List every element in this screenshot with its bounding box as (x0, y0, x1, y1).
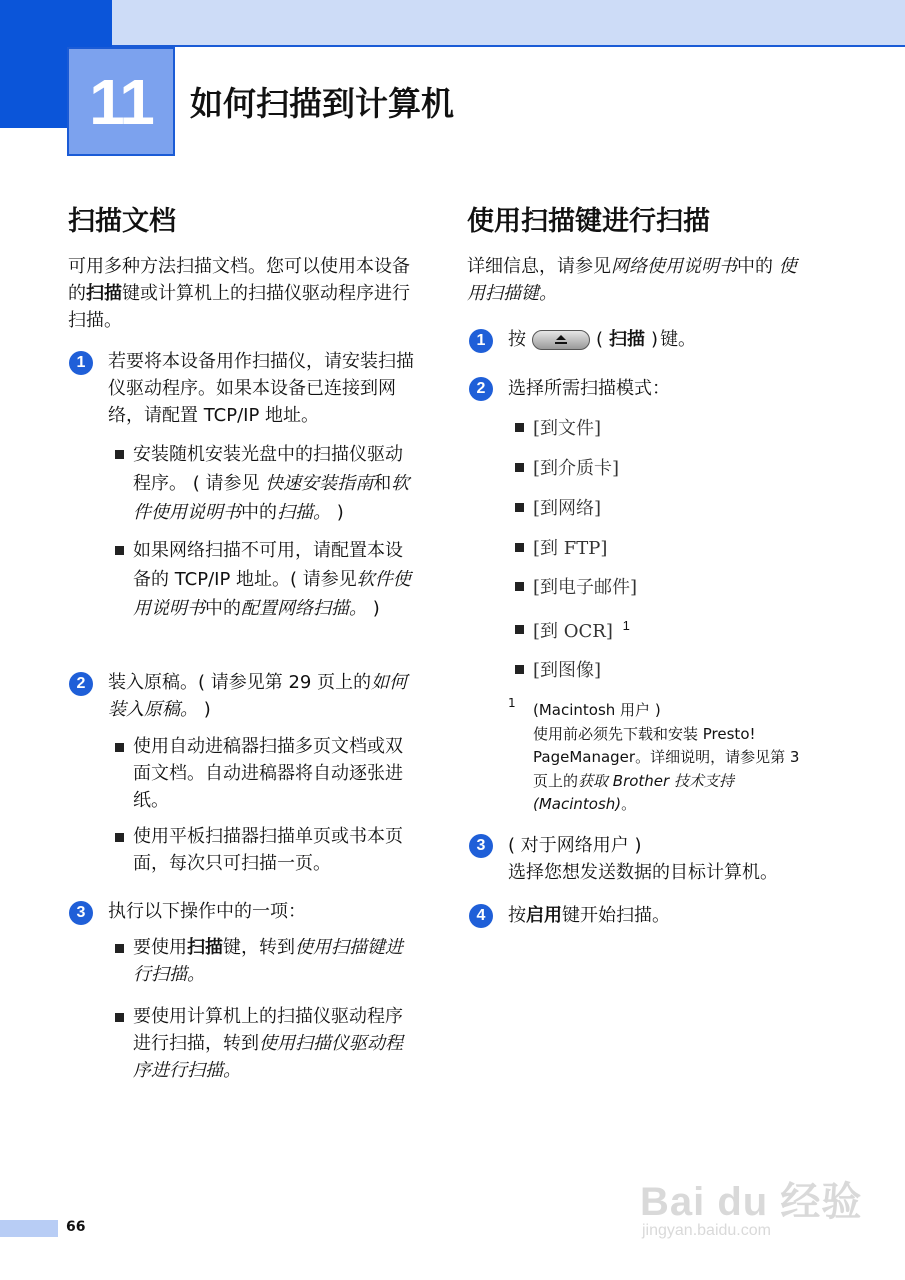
scan-key-icon (552, 334, 570, 346)
step-4-prefix: 按 (508, 905, 526, 926)
bullet-icon (515, 423, 524, 432)
section-title-scan-document: 扫描文档 (68, 206, 176, 237)
text-run: 使用自动进稿器扫描多页文档或双面文档。自动进稿器将自动逐张进纸。 (133, 736, 403, 811)
bullet-icon (115, 1013, 124, 1022)
text-run: 装入原稿。( 请参见第 29 页上的 (108, 672, 372, 693)
mode-to-image: [到图像] (533, 660, 602, 681)
mode-to-email: [到电子邮件] (533, 577, 638, 598)
page-number: 66 (66, 1219, 86, 1235)
right-step-1 (508, 326, 696, 353)
text-run: 中的 (241, 502, 277, 523)
watermark (640, 1170, 863, 1250)
text-run: 如果网络扫描不可用，请配置本设备的 TCP/IP 地址。( 请参见 (133, 540, 403, 590)
paren-close: ) (651, 329, 659, 350)
bullet-icon (515, 543, 524, 552)
bullet-icon (115, 833, 124, 842)
step-3-text (108, 898, 418, 925)
bullet-icon (515, 625, 524, 634)
text-run: 软件使用说明书 (133, 473, 410, 523)
text-run: 驱动程序进行扫描。 (68, 283, 410, 331)
start-key-label: 启用 (526, 905, 562, 926)
text-run: ) (198, 699, 211, 720)
text-run: 使用平板扫描器扫描单页或书本页面，每次只可扫描一页。 (133, 826, 403, 874)
bullet-icon (515, 463, 524, 472)
scan-key-button[interactable] (532, 330, 590, 350)
footer-bar (0, 1220, 58, 1237)
mode-to-ocr-label: [到 OCR] (533, 621, 613, 642)
mode-to-file: [到文件] (533, 418, 602, 439)
step-number-1: 1 (469, 329, 493, 353)
text-run: 快速安装指南 (265, 473, 374, 494)
watermark-logo: Bai du 经验 (640, 1180, 863, 1224)
right-step-3-line-2: 选择您想发送数据的目标计算机。 (508, 862, 778, 883)
text-run: 。 (621, 795, 637, 813)
footnote-body (533, 723, 808, 817)
text-run: 中的 (737, 256, 779, 277)
bullet-icon (515, 503, 524, 512)
bullet-icon (515, 665, 524, 674)
step-2-text (108, 669, 423, 723)
text-run: 如何装入原稿。 (108, 672, 408, 720)
text-run: 若要将本设备用作扫描仪，请安装扫描仪驱动程序。如果本设备已连接到网络，请配置 TCP/IP 地址。 (108, 351, 414, 426)
chapter-title: 如何扫描到计算机 (190, 84, 454, 123)
text-run: 软件使用说明书 (133, 569, 411, 619)
text-run: 安装随机安装光盘中的扫描仪驱动程序。 ( 请参见 (133, 444, 403, 494)
text-run: 网络使用说明书 (611, 256, 737, 277)
left-intro (68, 253, 413, 334)
right-step-3 (508, 832, 818, 886)
watermark-url: jingyan.baidu.com (642, 1222, 771, 1239)
text-run: 中的 (205, 598, 241, 619)
press-label: 按 (508, 329, 526, 350)
step-2-bullet-2 (133, 823, 413, 877)
text-run: ) (331, 502, 344, 523)
step-number-3: 3 (469, 834, 493, 858)
text-run: 要使用计算机上的扫描仪驱动程序进行扫描，转到 (133, 1006, 403, 1054)
step-number-3: 3 (69, 901, 93, 925)
text-run: 配置网络扫描。 (241, 598, 367, 619)
text-run: 可用多种方法扫描文档。您可以使用 (68, 256, 356, 277)
key-suffix: 键。 (660, 329, 697, 350)
text-run: 本设备的 (68, 256, 410, 304)
text-run: 详细信息，请参见 (467, 256, 611, 277)
mode-to-network: [到网络] (533, 498, 602, 519)
bullet-icon (115, 944, 124, 953)
bullet-icon (115, 450, 124, 459)
step-3-bullet-2 (133, 1003, 413, 1084)
text-run: 键或计算机上的扫描仪 (122, 283, 302, 304)
text-run: 扫描 (187, 937, 223, 958)
footnote-label: 1 (508, 696, 516, 710)
right-step-3-line-1: ( 对于网络用户 ) (508, 835, 642, 856)
text-run: ) (367, 598, 380, 619)
mode-to-ocr (533, 617, 630, 643)
chapter-number: 11 (67, 47, 175, 156)
footnote (533, 699, 808, 817)
bullet-icon (115, 743, 124, 752)
step-number-1: 1 (69, 351, 93, 375)
mode-to-ftp: [到 FTP] (533, 538, 608, 559)
footnote-title: (Macintosh 用户 ) (533, 701, 661, 719)
right-intro (467, 253, 812, 307)
step-number-4: 4 (469, 904, 493, 928)
section-title-scan-key: 使用扫描键进行扫描 (467, 206, 710, 237)
bullet-icon (515, 582, 524, 591)
step-3-bullet-1 (133, 934, 413, 988)
step-1-bullet-2 (133, 536, 415, 623)
text-run: 扫描 (86, 283, 122, 304)
right-step-4 (508, 902, 670, 929)
step-number-2: 2 (69, 672, 93, 696)
step-2-bullet-1 (133, 733, 413, 814)
text-run: 使用前必须先下载和安装 Presto! PageManager。详细说明，请参见第 3 页上的 (533, 724, 800, 790)
step-4-suffix: 键开始扫描。 (562, 905, 670, 926)
text-run: 和 (373, 473, 392, 494)
scan-key-label: 扫描 (609, 329, 646, 350)
footnote-marker: 1 (622, 618, 630, 633)
text-run: 执行以下操作中的一项： (108, 901, 306, 922)
text-run: 使用扫描键进行扫描。 (133, 937, 403, 985)
text-run: 扫描。 (277, 502, 331, 523)
step-number-2: 2 (469, 377, 493, 401)
text-run: 键，转到 (223, 937, 295, 958)
text-run: 使用扫描键。 (467, 256, 797, 304)
step-1-bullet-1 (133, 440, 413, 527)
text-run: 使用扫描仪驱动程序进行扫描。 (133, 1033, 403, 1081)
text-run: 获取 Brother 技术支持 (Macintosh) (533, 771, 734, 813)
step-1-text (108, 348, 418, 429)
text-run: 要使用 (133, 937, 187, 958)
bullet-icon (115, 546, 124, 555)
header-band (0, 0, 905, 46)
header-rule (112, 45, 905, 47)
mode-to-media: [到介质卡] (533, 458, 620, 479)
right-step-2-text: 选择所需扫描模式： (508, 378, 670, 399)
paren-open: ( (596, 329, 604, 350)
